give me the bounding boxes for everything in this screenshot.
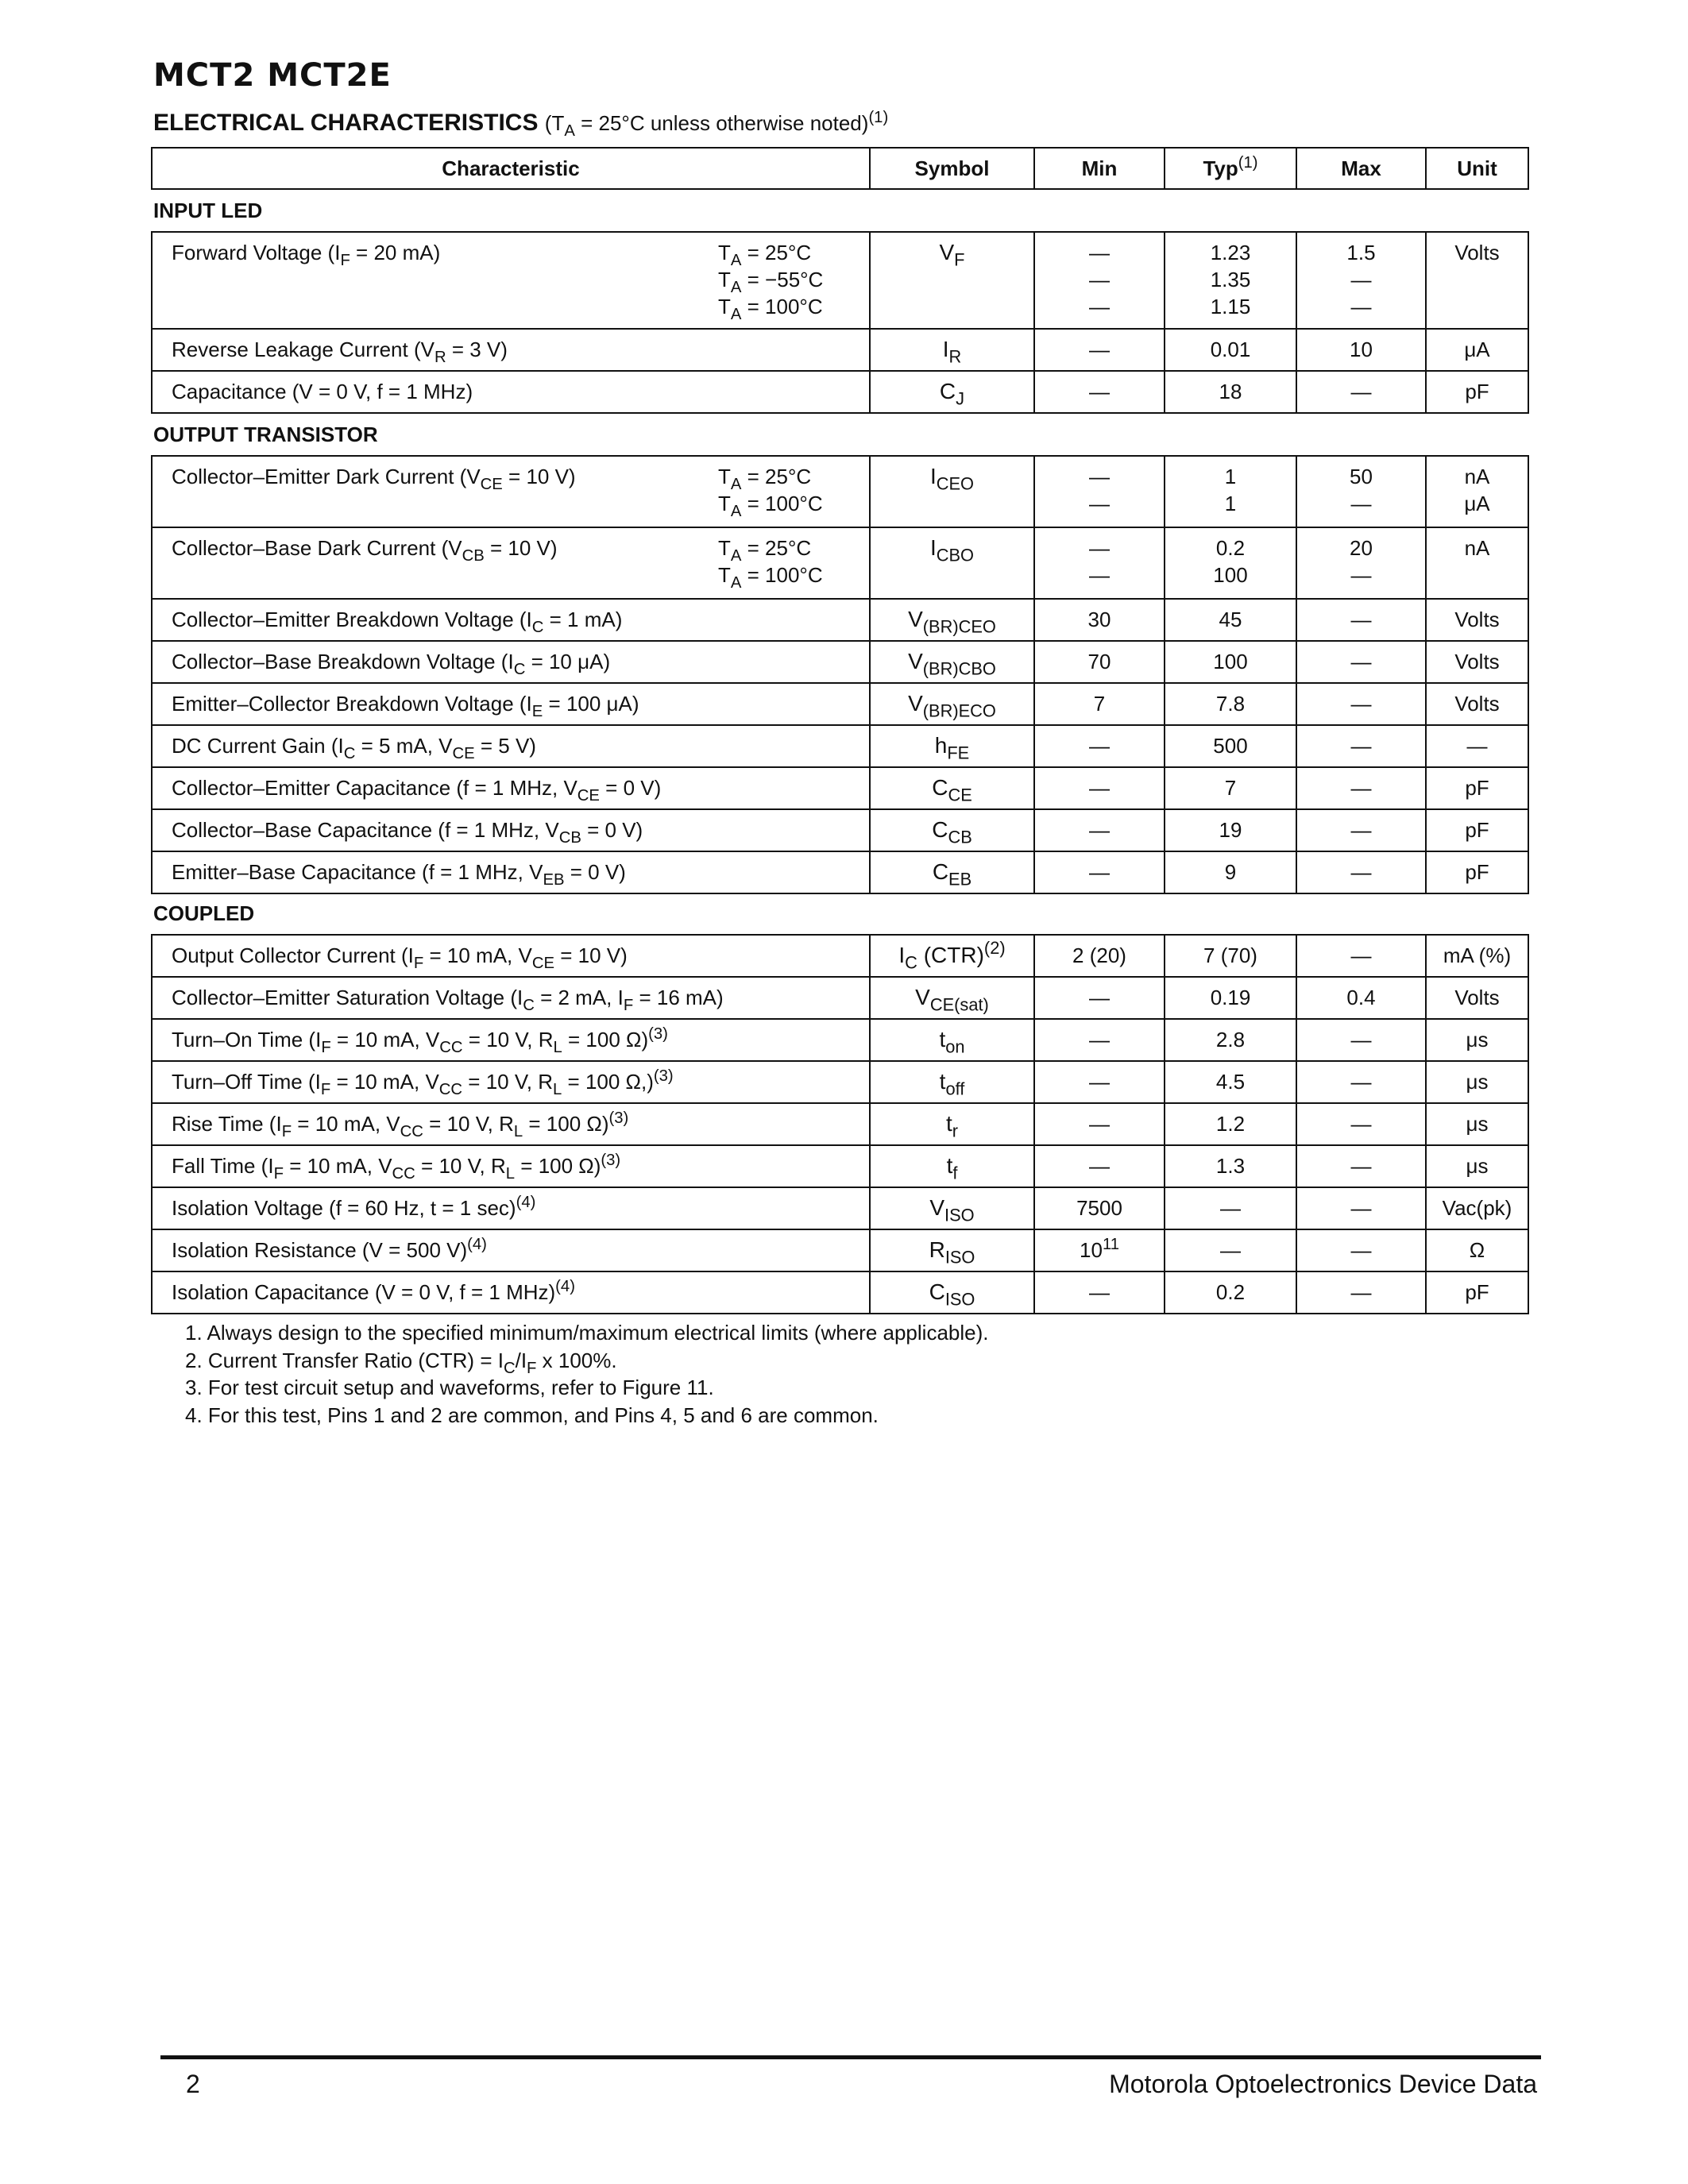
char-tr: Rise Time ($I_F = 10$ mA, $V_{CC} = 10$ V, $R_L = 100$ Ω)$^{(3)}$ [152, 1103, 870, 1145]
min-value: — [1034, 977, 1165, 1019]
unit: pF [1426, 1271, 1528, 1314]
max-value: 10 [1296, 329, 1426, 371]
symbol: $I_{CBO}$ [870, 527, 1034, 599]
symbol: $R_{ISO}$ [870, 1229, 1034, 1271]
unit: μs [1426, 1019, 1528, 1061]
symbol: $V_{CE(sat)}$ [870, 977, 1034, 1019]
typ-value: 45 [1165, 599, 1296, 641]
symbol: $C_{CE}$ [870, 767, 1034, 809]
unit: Volts [1426, 641, 1528, 683]
unit: pF [1426, 371, 1528, 413]
typ-values: 1.23 1.35 1.15 [1165, 232, 1296, 329]
char-ic: Output Collector Current ($I_F = 10$ mA, $V_{CE} = 10$ V) [152, 935, 870, 977]
max-values: 20 — [1296, 527, 1426, 599]
table-row [152, 641, 1528, 683]
max-values: 50 — [1296, 456, 1426, 527]
symbol: $t_{off}$ [870, 1061, 1034, 1103]
typ-value: 500 [1165, 725, 1296, 767]
max-value: — [1296, 1229, 1426, 1271]
max-values: 1.5 — — [1296, 232, 1426, 329]
min-value: — [1034, 1019, 1165, 1061]
col-symbol: Symbol [870, 148, 1034, 189]
unit: Volts [1426, 683, 1528, 725]
unit: pF [1426, 767, 1528, 809]
footnote-4: 4. For this test, Pins 1 and 2 are common, and Pins 4, 5 and 6 are common. [185, 1403, 879, 1427]
min-values: — — — [1034, 232, 1165, 329]
char-vbreco: Emitter–Collector Breakdown Voltage ($I_E = 100$ μA) [152, 683, 870, 725]
max-value: — [1296, 809, 1426, 851]
max-value: — [1296, 725, 1426, 767]
max-value: — [1296, 1019, 1426, 1061]
unit: mA (%) [1426, 935, 1528, 977]
table-row [152, 1103, 1528, 1145]
min-value: 2 (20) [1034, 935, 1165, 977]
section-input-led: INPUT LED [153, 199, 263, 222]
min-values: — — [1034, 456, 1165, 527]
char-toff: Turn–Off Time ($I_F = 10$ mA, $V_{CC} = 10$ V, $R_L = 100$ Ω,)$^{(3)}$ [152, 1061, 870, 1103]
table-row [152, 1229, 1528, 1271]
max-value: — [1296, 599, 1426, 641]
symbol: $V_F$ [870, 232, 1034, 329]
symbol: $t_{on}$ [870, 1019, 1034, 1061]
typ-values: 1 1 [1165, 456, 1296, 527]
typ-value: 7 [1165, 767, 1296, 809]
min-value: — [1034, 851, 1165, 893]
footnotes [185, 1319, 989, 1429]
symbol: $I_{CEO}$ [870, 456, 1034, 527]
max-value: — [1296, 1271, 1426, 1314]
page-title: MCT2 MCT2E [153, 57, 392, 94]
table-row [152, 977, 1528, 1019]
output-transistor-table [151, 455, 1529, 894]
max-value: — [1296, 371, 1426, 413]
unit: Volts [1426, 599, 1528, 641]
header-table [151, 147, 1529, 190]
min-value: 7500 [1034, 1187, 1165, 1229]
symbol: $t_r$ [870, 1103, 1034, 1145]
col-typ: Typ$^{(1)}$ [1165, 148, 1296, 189]
unit: — [1426, 725, 1528, 767]
unit: nA μA [1426, 456, 1528, 527]
max-value: — [1296, 1145, 1426, 1187]
min-value: 70 [1034, 641, 1165, 683]
typ-value: 4.5 [1165, 1061, 1296, 1103]
typ-value: 1.3 [1165, 1145, 1296, 1187]
col-characteristic: Characteristic [152, 148, 870, 189]
min-value: $10^{11}$ [1034, 1229, 1165, 1271]
char-viso: Isolation Voltage (f = 60 Hz, t = 1 sec)$^{(4)}$ [152, 1187, 870, 1229]
symbol: $V_{ISO}$ [870, 1187, 1034, 1229]
unit: Volts [1426, 232, 1528, 329]
table-row [152, 767, 1528, 809]
table-row [152, 1145, 1528, 1187]
char-cce: Collector–Emitter Capacitance (f = 1 MHz, $V_{CE} = 0$ V) [152, 767, 870, 809]
min-value: — [1034, 725, 1165, 767]
typ-value: 9 [1165, 851, 1296, 893]
table-row [152, 456, 1528, 527]
footer-rule [160, 2055, 1541, 2059]
min-value: — [1034, 1061, 1165, 1103]
min-value: 7 [1034, 683, 1165, 725]
table-row [152, 809, 1528, 851]
col-max: Max [1296, 148, 1426, 189]
table-row [152, 1061, 1528, 1103]
char-icbo: Collector–Base Dark Current ($V_{CB} = 10$ V) $T_A = 25^\circ C$ $T_A = 100^\circ C$ [152, 527, 870, 599]
page-number: 2 [186, 2070, 200, 2098]
symbol: $h_{FE}$ [870, 725, 1034, 767]
unit: μs [1426, 1103, 1528, 1145]
typ-value: 0.01 [1165, 329, 1296, 371]
max-value: — [1296, 1103, 1426, 1145]
col-unit: Unit [1426, 148, 1528, 189]
min-value: 30 [1034, 599, 1165, 641]
coupled-table [151, 934, 1529, 1314]
typ-value: 0.19 [1165, 977, 1296, 1019]
char-vbrceo: Collector–Emitter Breakdown Voltage ($I_C = 1$ mA) [152, 599, 870, 641]
footnote-3: 3. For test circuit setup and waveforms, refer to Figure 11. [185, 1376, 714, 1399]
min-values: — — [1034, 527, 1165, 599]
section-heading: ELECTRICAL CHARACTERISTICS ($T_A = 25^\circ C$ unless otherwise noted)$^{(1)}$ [153, 108, 889, 141]
typ-value: 7 (70) [1165, 935, 1296, 977]
unit: Ω [1426, 1229, 1528, 1271]
footnote-1: 1. Always design to the specified minimum/maximum electrical limits (where applicable). [185, 1321, 989, 1345]
max-value: — [1296, 851, 1426, 893]
unit: Vac(pk) [1426, 1187, 1528, 1229]
char-vbrcbo: Collector–Base Breakdown Voltage ($I_C = 10$ μA) [152, 641, 870, 683]
footer-publisher: Motorola Optoelectronics Device Data [1109, 2070, 1537, 2098]
table-row [152, 851, 1528, 893]
max-value: — [1296, 935, 1426, 977]
typ-value: 2.8 [1165, 1019, 1296, 1061]
char-riso: Isolation Resistance (V = 500 V)$^{(4)}$ [152, 1229, 870, 1271]
table-row [152, 725, 1528, 767]
char-vcesat: Collector–Emitter Saturation Voltage ($I_C = 2$ mA, $I_F = 16$ mA) [152, 977, 870, 1019]
min-value: — [1034, 1145, 1165, 1187]
table-row [152, 599, 1528, 641]
max-value: 0.4 [1296, 977, 1426, 1019]
max-value: — [1296, 1187, 1426, 1229]
min-value: — [1034, 1271, 1165, 1314]
min-value: — [1034, 809, 1165, 851]
char-hfe: DC Current Gain ($I_C = 5$ mA, $V_{CE} = 5$ V) [152, 725, 870, 767]
unit: pF [1426, 809, 1528, 851]
col-min: Min [1034, 148, 1165, 189]
table-row [152, 1187, 1528, 1229]
typ-value: 7.8 [1165, 683, 1296, 725]
symbol: $V_{(BR)CEO}$ [870, 599, 1034, 641]
symbol: $V_{(BR)ECO}$ [870, 683, 1034, 725]
char-capacitance: Capacitance (V = 0 V, f = 1 MHz) [152, 371, 870, 413]
symbol: $C_J$ [870, 371, 1034, 413]
min-value: — [1034, 1103, 1165, 1145]
max-value: — [1296, 767, 1426, 809]
table-row [152, 371, 1528, 413]
char-forward-voltage: Forward Voltage ($I_F = 20$ mA) $T_A = 25^\circ C$ $T_A = -55^\circ C$ $T_A = 100^\circ C$ [152, 232, 870, 329]
unit: μA [1426, 329, 1528, 371]
table-row [152, 527, 1528, 599]
typ-value: 0.2 [1165, 1271, 1296, 1314]
unit: μs [1426, 1061, 1528, 1103]
char-ton: Turn–On Time ($I_F = 10$ mA, $V_{CC} = 10$ V, $R_L = 100$ Ω)$^{(3)}$ [152, 1019, 870, 1061]
char-iceo: Collector–Emitter Dark Current ($V_{CE} = 10$ V) $T_A = 25^\circ C$ $T_A = 100^\circ C$ [152, 456, 870, 527]
input-led-table [151, 231, 1529, 414]
table-row [152, 232, 1528, 329]
typ-value: 100 [1165, 641, 1296, 683]
symbol: $V_{(BR)CBO}$ [870, 641, 1034, 683]
char-ccb: Collector–Base Capacitance (f = 1 MHz, $V_{CB} = 0$ V) [152, 809, 870, 851]
section-coupled: COUPLED [153, 901, 255, 925]
max-value: — [1296, 1061, 1426, 1103]
typ-values: 0.2 100 [1165, 527, 1296, 599]
table-row [152, 1019, 1528, 1061]
table-row [152, 683, 1528, 725]
unit: nA [1426, 527, 1528, 599]
typ-value: 1.2 [1165, 1103, 1296, 1145]
section-output-transistor: OUTPUT TRANSISTOR [153, 423, 378, 446]
max-value: — [1296, 683, 1426, 725]
symbol: $t_f$ [870, 1145, 1034, 1187]
typ-value: — [1165, 1187, 1296, 1229]
max-value: — [1296, 641, 1426, 683]
symbol: $C_{EB}$ [870, 851, 1034, 893]
table-row [152, 329, 1528, 371]
unit: μs [1426, 1145, 1528, 1187]
footnote-2: 2. Current Transfer Ratio $(CTR) = I_C/I_F$ x 100%. [185, 1348, 617, 1377]
unit: Volts [1426, 977, 1528, 1019]
symbol: $I_R$ [870, 329, 1034, 371]
symbol: $C_{CB}$ [870, 809, 1034, 851]
unit: pF [1426, 851, 1528, 893]
char-ciso: Isolation Capacitance (V = 0 V, f = 1 MHz)$^{(4)}$ [152, 1271, 870, 1314]
table-row [152, 1271, 1528, 1314]
typ-value: 18 [1165, 371, 1296, 413]
char-ceb: Emitter–Base Capacitance (f = 1 MHz, $V_{EB} = 0$ V) [152, 851, 870, 893]
symbol: $I_C$ (CTR)$^{(2)}$ [870, 935, 1034, 977]
char-tf: Fall Time ($I_F = 10$ mA, $V_{CC} = 10$ V, $R_L = 100$ Ω)$^{(3)}$ [152, 1145, 870, 1187]
table-row [152, 935, 1528, 977]
symbol: $C_{ISO}$ [870, 1271, 1034, 1314]
min-value: — [1034, 767, 1165, 809]
min-value: — [1034, 371, 1165, 413]
min-value: — [1034, 329, 1165, 371]
typ-value: 19 [1165, 809, 1296, 851]
typ-value: — [1165, 1229, 1296, 1271]
char-reverse-leakage: Reverse Leakage Current ($V_R = 3$ V) [152, 329, 870, 371]
